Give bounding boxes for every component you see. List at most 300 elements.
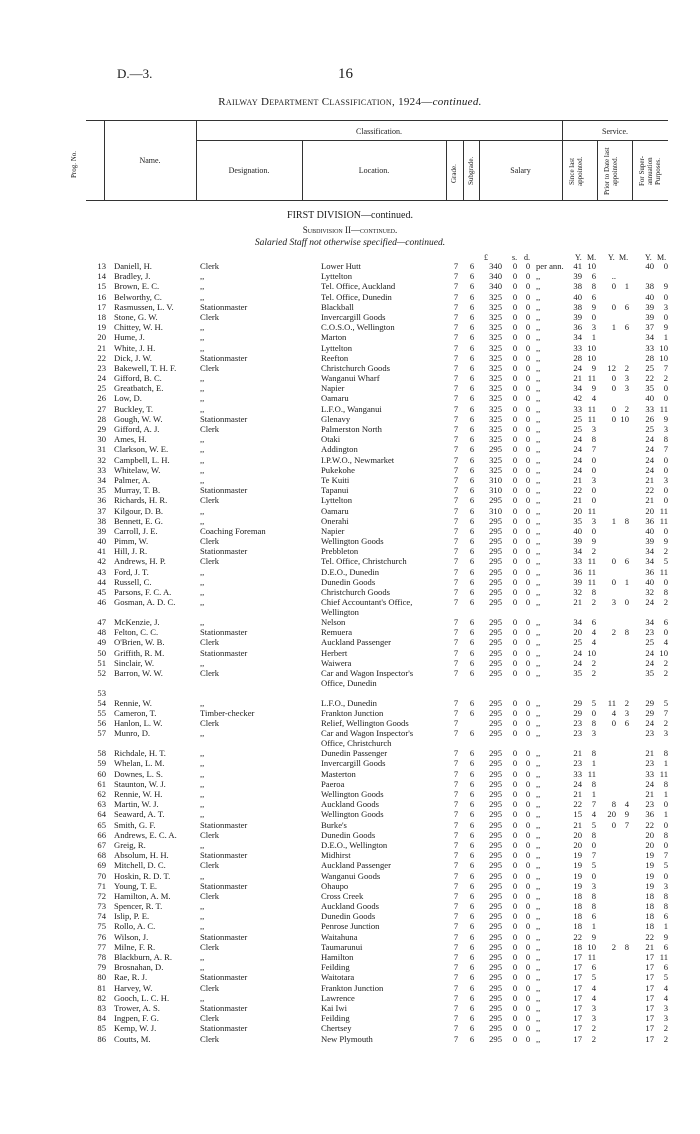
cell-salary-pence: 0 <box>525 728 531 739</box>
cell-salary-period: ,, <box>536 403 541 414</box>
cell-grade: 7 <box>453 952 459 963</box>
cell-subgrade: 6 <box>469 281 475 292</box>
cell-super-years: 40 <box>645 261 654 271</box>
cell-since-last-months: 10 <box>587 941 596 952</box>
cell-prog-no: 56 <box>97 718 106 729</box>
cell-salary-shillings: 0 <box>512 890 518 901</box>
cell-location: Otaki <box>321 434 341 445</box>
cell-salary-pence: 0 <box>525 474 531 485</box>
cell-super-years: 24 <box>645 597 654 608</box>
page-title <box>0 96 700 108</box>
cell-since-last-years: 19 <box>573 860 582 871</box>
cell-prior-months: 6 <box>624 556 629 567</box>
cell-designation: ,, <box>200 505 205 516</box>
cell-since-last-years: 40 <box>573 525 582 536</box>
cell-name: Greatbatch, E. <box>114 383 164 394</box>
document-code: D.—3. <box>117 66 153 81</box>
cell-salary-pence: 0 <box>525 261 531 271</box>
cell-salary-shillings: 0 <box>512 667 518 678</box>
cell-designation: ,, <box>200 566 205 577</box>
cell-grade: 7 <box>453 962 459 973</box>
cell-prog-no: 67 <box>97 839 106 850</box>
cell-salary-pence: 0 <box>525 809 531 820</box>
cell-subgrade: 6 <box>469 748 475 759</box>
cell-name: Hanlon, L. W. <box>114 718 163 729</box>
cell-subgrade: 6 <box>469 1033 475 1044</box>
cell-super-years: 34 <box>645 556 654 567</box>
cell-salary-pence: 0 <box>525 485 531 496</box>
cell-since-last-months: 5 <box>591 697 596 708</box>
cell-since-last-months: 3 <box>591 728 596 739</box>
cell-location: Wanganui Wharf <box>321 373 380 384</box>
cell-subgrade: 6 <box>469 342 475 353</box>
cell-salary-pounds: 295 <box>489 1002 502 1013</box>
cell-since-last-months: 8 <box>591 901 596 912</box>
cell-designation: ,, <box>200 921 205 932</box>
cell-grade: 7 <box>453 616 459 627</box>
cell-grade: 7 <box>453 403 459 414</box>
cell-grade: 7 <box>453 708 459 719</box>
cell-grade: 7 <box>453 505 459 516</box>
cell-location: Auckland Passenger <box>321 860 391 871</box>
cell-super-years: 17 <box>645 1023 654 1034</box>
cell-since-last-years: 18 <box>573 921 582 932</box>
cell-salary-pence: 0 <box>525 1002 531 1013</box>
cell-grade: 7 <box>453 911 459 922</box>
cell-salary-pence: 0 <box>525 587 531 597</box>
cell-subgrade: 6 <box>469 870 475 881</box>
cell-salary-period: ,, <box>536 566 541 577</box>
cell-designation: Clerk <box>200 536 220 547</box>
cell-since-last-months: 11 <box>587 373 596 384</box>
cell-prog-no: 69 <box>97 860 106 871</box>
cell-since-last-months: 11 <box>587 768 596 779</box>
cell-name: Hoskin, R. D. T. <box>114 870 171 881</box>
cell-prior-months: 9 <box>624 809 629 820</box>
cell-designation: ,, <box>200 799 205 810</box>
cell-salary-pence: 0 <box>525 362 531 373</box>
cell-since-last-years: 34 <box>573 546 582 557</box>
cell-prior-years: 3 <box>611 597 616 608</box>
cell-super-months: 10 <box>659 342 668 353</box>
cell-name: Kilgour, D. B. <box>114 505 164 516</box>
cell-salary-shillings: 0 <box>512 556 518 567</box>
cell-salary-pence: 0 <box>525 718 531 729</box>
cell-grade: 7 <box>453 778 459 789</box>
cell-prog-no: 50 <box>97 647 106 658</box>
cell-since-last-years: 17 <box>573 1013 582 1024</box>
cell-subgrade: 6 <box>469 952 475 963</box>
cell-designation: Clerk <box>200 311 220 322</box>
cell-salary-pence: 0 <box>525 332 531 343</box>
cell-prior-months: 10 <box>620 413 629 424</box>
cell-super-years: 20 <box>645 839 654 850</box>
cell-super-years: 19 <box>645 880 654 891</box>
cell-salary-pence: 0 <box>525 778 531 789</box>
cell-designation: Clerk <box>200 941 220 952</box>
cell-since-last-years: 23 <box>573 758 582 769</box>
cell-salary-pounds: 295 <box>489 525 502 536</box>
cell-super-years: 28 <box>645 352 654 363</box>
cell-location: Christchurch Goods <box>321 362 390 373</box>
cell-since-last-months: 0 <box>591 454 596 465</box>
cell-prior-months: 8 <box>624 627 629 638</box>
cell-salary-pence: 0 <box>525 850 531 861</box>
cell-designation: ,, <box>200 332 205 343</box>
cell-name: Low, D. <box>114 393 142 404</box>
cell-salary-period: ,, <box>536 962 541 973</box>
cell-salary-pence: 0 <box>525 566 531 577</box>
cell-grade: 7 <box>453 495 459 506</box>
cell-salary-period: ,, <box>536 383 541 394</box>
cell-location: Palmerston North <box>321 424 382 434</box>
cell-location: Remuera <box>321 627 353 638</box>
cell-since-last-years: 22 <box>573 799 582 810</box>
cell-super-months: 1 <box>663 809 668 820</box>
cell-salary-pence: 0 <box>525 799 531 810</box>
cell-super-months: 5 <box>663 860 668 871</box>
cell-designation: ,, <box>200 870 205 881</box>
cell-salary-shillings: 0 <box>512 789 518 800</box>
cell-salary-pounds: 325 <box>489 342 502 353</box>
cell-since-last-years: 18 <box>573 890 582 901</box>
cell-super-years: 24 <box>645 454 654 465</box>
cell-salary-pence: 0 <box>525 860 531 871</box>
cell-salary-period: ,, <box>536 667 541 678</box>
cell-salary-pounds: 295 <box>489 799 502 810</box>
cell-prog-no: 82 <box>97 992 106 1003</box>
cell-name: Felton, C. C. <box>114 627 159 638</box>
cell-salary-pence: 0 <box>525 880 531 891</box>
cell-prog-no: 51 <box>97 657 106 668</box>
cell-super-years: 22 <box>645 931 654 942</box>
cell-name: Munro, D. <box>114 728 151 739</box>
cell-salary-shillings: 0 <box>512 261 518 271</box>
cell-salary-period: ,, <box>536 637 541 648</box>
cell-prog-no: 26 <box>97 393 106 404</box>
cell-name: Gifford, B. C. <box>114 373 162 384</box>
cell-salary-shillings: 0 <box>512 587 518 597</box>
cell-location: Paeroa <box>321 778 345 789</box>
cell-subgrade: 6 <box>469 962 475 973</box>
cell-salary-pence: 0 <box>525 657 531 668</box>
cell-salary-pence: 0 <box>525 901 531 912</box>
cell-prog-no: 64 <box>97 809 106 820</box>
cell-name: Palmer, A. <box>114 474 151 485</box>
cell-prog-no: 33 <box>97 464 106 475</box>
cell-salary-pence: 0 <box>525 393 531 404</box>
cell-since-last-months: 11 <box>587 556 596 567</box>
cell-designation: Clerk <box>200 1033 220 1044</box>
cell-super-years: 23 <box>645 799 654 810</box>
cell-since-last-months: 4 <box>591 982 596 993</box>
cell-prog-no: 47 <box>97 616 106 627</box>
cell-subgrade: 6 <box>469 982 475 993</box>
cell-location: D.E.O., Dunedin <box>321 566 379 577</box>
cell-super-years: 17 <box>645 952 654 963</box>
cell-designation: ,, <box>200 464 205 475</box>
cell-prog-no: 35 <box>97 485 106 496</box>
cell-salary-pounds: 295 <box>489 576 502 587</box>
cell-super-years: 18 <box>645 921 654 932</box>
cell-grade: 7 <box>453 931 459 942</box>
cell-grade: 7 <box>453 566 459 577</box>
cell-salary-shillings: 0 <box>512 647 518 658</box>
cell-prior-years: .. <box>611 271 616 282</box>
cell-since-last-months: 5 <box>591 819 596 830</box>
cell-salary-shillings: 0 <box>512 515 518 526</box>
cell-super-years: 24 <box>645 718 654 729</box>
cell-salary-shillings: 0 <box>512 1023 518 1034</box>
cell-salary-period: ,, <box>536 697 541 708</box>
cell-location: Waitotara <box>321 972 355 983</box>
cell-since-last-years: 36 <box>573 322 582 333</box>
cell-grade: 7 <box>453 556 459 567</box>
col-grade: Grade. <box>450 164 458 184</box>
cell-grade: 7 <box>453 332 459 343</box>
cell-location: New Plymouth <box>321 1033 373 1044</box>
cell-prior-years: 0 <box>611 281 616 292</box>
cell-since-last-years: 35 <box>573 667 582 678</box>
cell-name: Stone, G. W. <box>114 311 158 322</box>
cell-super-months: 2 <box>663 718 668 729</box>
cell-grade: 7 <box>453 393 459 404</box>
cell-since-last-years: 35 <box>573 515 582 526</box>
cell-super-months: 0 <box>663 383 668 394</box>
cell-since-last-months: 0 <box>591 839 596 850</box>
cell-salary-period: ,, <box>536 778 541 789</box>
cell-salary-shillings: 0 <box>512 768 518 779</box>
cell-designation: Clerk <box>200 718 220 729</box>
header-bottom-rule <box>86 200 668 201</box>
cell-salary-shillings: 0 <box>512 281 518 292</box>
cell-since-last-years: 20 <box>573 839 582 850</box>
cell-location: Car and Wagon Inspector's <box>321 667 414 678</box>
cell-prior-years: 0 <box>611 301 616 312</box>
staff-heading: Salaried Staff not otherwise specified—continued. <box>254 238 446 248</box>
cell-super-months: 2 <box>663 1033 668 1044</box>
cell-super-months: 3 <box>663 301 668 312</box>
cell-location: Waitahuna <box>321 931 358 942</box>
cell-salary-pence: 0 <box>525 952 531 963</box>
cell-super-years: 35 <box>645 383 654 394</box>
cell-designation: Stationmaster <box>200 1002 248 1013</box>
cell-location: Waiwera <box>321 657 352 668</box>
cell-grade: 7 <box>453 982 459 993</box>
cell-salary-period: ,, <box>536 576 541 587</box>
cell-since-last-months: 0 <box>591 464 596 475</box>
cell-super-years: 40 <box>645 576 654 587</box>
cell-salary-shillings: 0 <box>512 311 518 322</box>
cell-super-months: 0 <box>663 261 668 271</box>
cell-salary-shillings: 0 <box>512 291 518 302</box>
cell-super-months: 0 <box>663 485 668 496</box>
cell-prog-no: 15 <box>97 281 106 292</box>
cell-prog-no: 59 <box>97 758 106 769</box>
cell-grade: 7 <box>453 890 459 901</box>
cell-salary-pounds: 325 <box>489 464 502 475</box>
cell-prog-no: 83 <box>97 1002 106 1013</box>
cell-salary-pounds: 325 <box>489 362 502 373</box>
cell-salary-period: ,, <box>536 424 541 434</box>
cell-super-years: 18 <box>645 890 654 901</box>
cell-since-last-months: 2 <box>591 1033 596 1044</box>
cell-salary-period: ,, <box>536 921 541 932</box>
cell-super-months: 0 <box>663 839 668 850</box>
cell-salary-shillings: 0 <box>512 566 518 577</box>
cell-designation: ,, <box>200 697 205 708</box>
cell-salary-shillings: 0 <box>512 332 518 343</box>
cell-designation: ,, <box>200 789 205 800</box>
cell-subgrade: 6 <box>469 1002 475 1013</box>
cell-since-last-years: 17 <box>573 992 582 1003</box>
cell-since-last-years: 18 <box>573 911 582 922</box>
cell-name: Harvey, W. <box>114 982 153 993</box>
cell-super-years: 25 <box>645 424 654 434</box>
cell-since-last-years: 19 <box>573 870 582 881</box>
cell-salary-pence: 0 <box>525 982 531 993</box>
cell-since-last-months: 2 <box>591 667 596 678</box>
cell-salary-period: ,, <box>536 413 541 424</box>
unit-pound: £ <box>484 253 488 262</box>
cell-location: Christchurch Goods <box>321 587 390 597</box>
cell-subgrade: 6 <box>469 485 475 496</box>
cell-super-years: 19 <box>645 860 654 871</box>
cell-grade: 7 <box>453 261 459 271</box>
cell-salary-period: ,, <box>536 1013 541 1024</box>
cell-salary-pence: 0 <box>525 829 531 840</box>
cell-since-last-months: 5 <box>591 972 596 983</box>
cell-prog-no: 22 <box>97 352 106 363</box>
cell-salary-pence: 0 <box>525 637 531 648</box>
cell-name: Whitelaw, W. <box>114 464 161 475</box>
cell-prior-years: 8 <box>611 799 616 810</box>
cell-since-last-years: 24 <box>573 778 582 789</box>
cell-grade: 7 <box>453 1023 459 1034</box>
cell-salary-shillings: 0 <box>512 546 518 557</box>
cell-prog-no: 63 <box>97 799 106 810</box>
col-divider <box>632 140 633 200</box>
cell-super-years: 36 <box>645 515 654 526</box>
unit-pence: d. <box>524 253 530 262</box>
cell-super-months: 0 <box>663 495 668 506</box>
cell-prog-no: 76 <box>97 931 106 942</box>
cell-since-last-years: 21 <box>573 373 582 384</box>
cell-since-last-years: 21 <box>573 819 582 830</box>
cell-designation: ,, <box>200 291 205 302</box>
cell-location: Auckland Goods <box>321 799 379 810</box>
cell-super-months: 7 <box>663 708 668 719</box>
cell-salary-period: ,, <box>536 657 541 668</box>
cell-salary-pounds: 295 <box>489 566 502 577</box>
cell-salary-pounds: 295 <box>489 931 502 942</box>
cell-prog-no: 41 <box>97 546 106 557</box>
cell-salary-pence: 0 <box>525 536 531 547</box>
cell-salary-pounds: 295 <box>489 768 502 779</box>
cell-super-years: 17 <box>645 972 654 983</box>
cell-name: Staunton, W. J. <box>114 778 166 789</box>
cell-name: Islip, P. E. <box>114 911 150 922</box>
cell-grade: 7 <box>453 667 459 678</box>
cell-super-months: 0 <box>663 799 668 810</box>
cell-super-years: 21 <box>645 941 654 952</box>
cell-salary-shillings: 0 <box>512 525 518 536</box>
unit-year: Y. <box>645 253 652 262</box>
cell-prog-no: 20 <box>97 332 106 343</box>
cell-salary-pounds: 295 <box>489 829 502 840</box>
cell-subgrade: 6 <box>469 383 475 394</box>
cell-salary-shillings: 0 <box>512 454 518 465</box>
cell-since-last-years: 41 <box>573 261 582 271</box>
cell-prog-no: 48 <box>97 627 106 638</box>
cell-salary-pounds: 295 <box>489 992 502 1003</box>
cell-super-months: 3 <box>663 1013 668 1024</box>
cell-since-last-months: 0 <box>591 495 596 506</box>
cell-designation: Clerk <box>200 424 220 434</box>
cell-salary-shillings: 0 <box>512 373 518 384</box>
cell-location: C.O.S.O., Wellington <box>321 322 395 333</box>
cell-subgrade: 6 <box>469 424 475 434</box>
cell-location: Herbert <box>321 647 348 658</box>
cell-subgrade: 6 <box>469 291 475 302</box>
cell-prog-no: 42 <box>97 556 106 567</box>
cell-salary-pounds: 295 <box>489 1023 502 1034</box>
cell-prog-no: 39 <box>97 525 106 536</box>
cell-since-last-months: 8 <box>591 890 596 901</box>
cell-location-continued: Office, Dunedin <box>321 677 377 688</box>
cell-name: Griffith, R. M. <box>114 647 165 658</box>
cell-grade: 7 <box>453 718 459 729</box>
cell-salary-pounds: 325 <box>489 424 502 434</box>
cell-super-years: 17 <box>645 1002 654 1013</box>
cell-grade: 7 <box>453 1002 459 1013</box>
cell-name: Bradley, J. <box>114 271 151 282</box>
cell-location: Lyttelton <box>321 342 353 353</box>
table-row <box>0 1035 700 1045</box>
cell-prog-no: 43 <box>97 566 106 577</box>
cell-super-months: 0 <box>663 311 668 322</box>
cell-location: Feilding <box>321 962 350 973</box>
cell-prog-no: 23 <box>97 362 106 373</box>
cell-super-years: 18 <box>645 911 654 922</box>
cell-salary-pence: 0 <box>525 972 531 983</box>
cell-prior-months: 4 <box>624 799 629 810</box>
cell-salary-period: ,, <box>536 587 541 597</box>
cell-super-months: 1 <box>663 921 668 932</box>
cell-designation: ,, <box>200 616 205 627</box>
cell-prior-months: 3 <box>624 373 629 384</box>
cell-location: Blackball <box>321 301 354 312</box>
cell-since-last-months: 3 <box>591 322 596 333</box>
cell-grade: 7 <box>453 728 459 739</box>
cell-grade: 7 <box>453 342 459 353</box>
cell-name: Pimm, W. <box>114 536 149 547</box>
cell-grade: 7 <box>453 525 459 536</box>
cell-designation: ,, <box>200 444 205 455</box>
classification-table <box>0 262 700 1045</box>
cell-subgrade: 6 <box>469 362 475 373</box>
cell-since-last-months: 0 <box>591 870 596 881</box>
cell-location: Napier <box>321 525 345 536</box>
cell-since-last-years: 38 <box>573 281 582 292</box>
cell-since-last-months: 4 <box>591 809 596 820</box>
cell-location: Taumarunui <box>321 941 363 952</box>
cell-since-last-months: 0 <box>591 708 596 719</box>
cell-since-last-years: 17 <box>573 972 582 983</box>
cell-super-months: 0 <box>663 576 668 587</box>
cell-grade: 7 <box>453 992 459 1003</box>
cell-salary-pounds: 295 <box>489 911 502 922</box>
